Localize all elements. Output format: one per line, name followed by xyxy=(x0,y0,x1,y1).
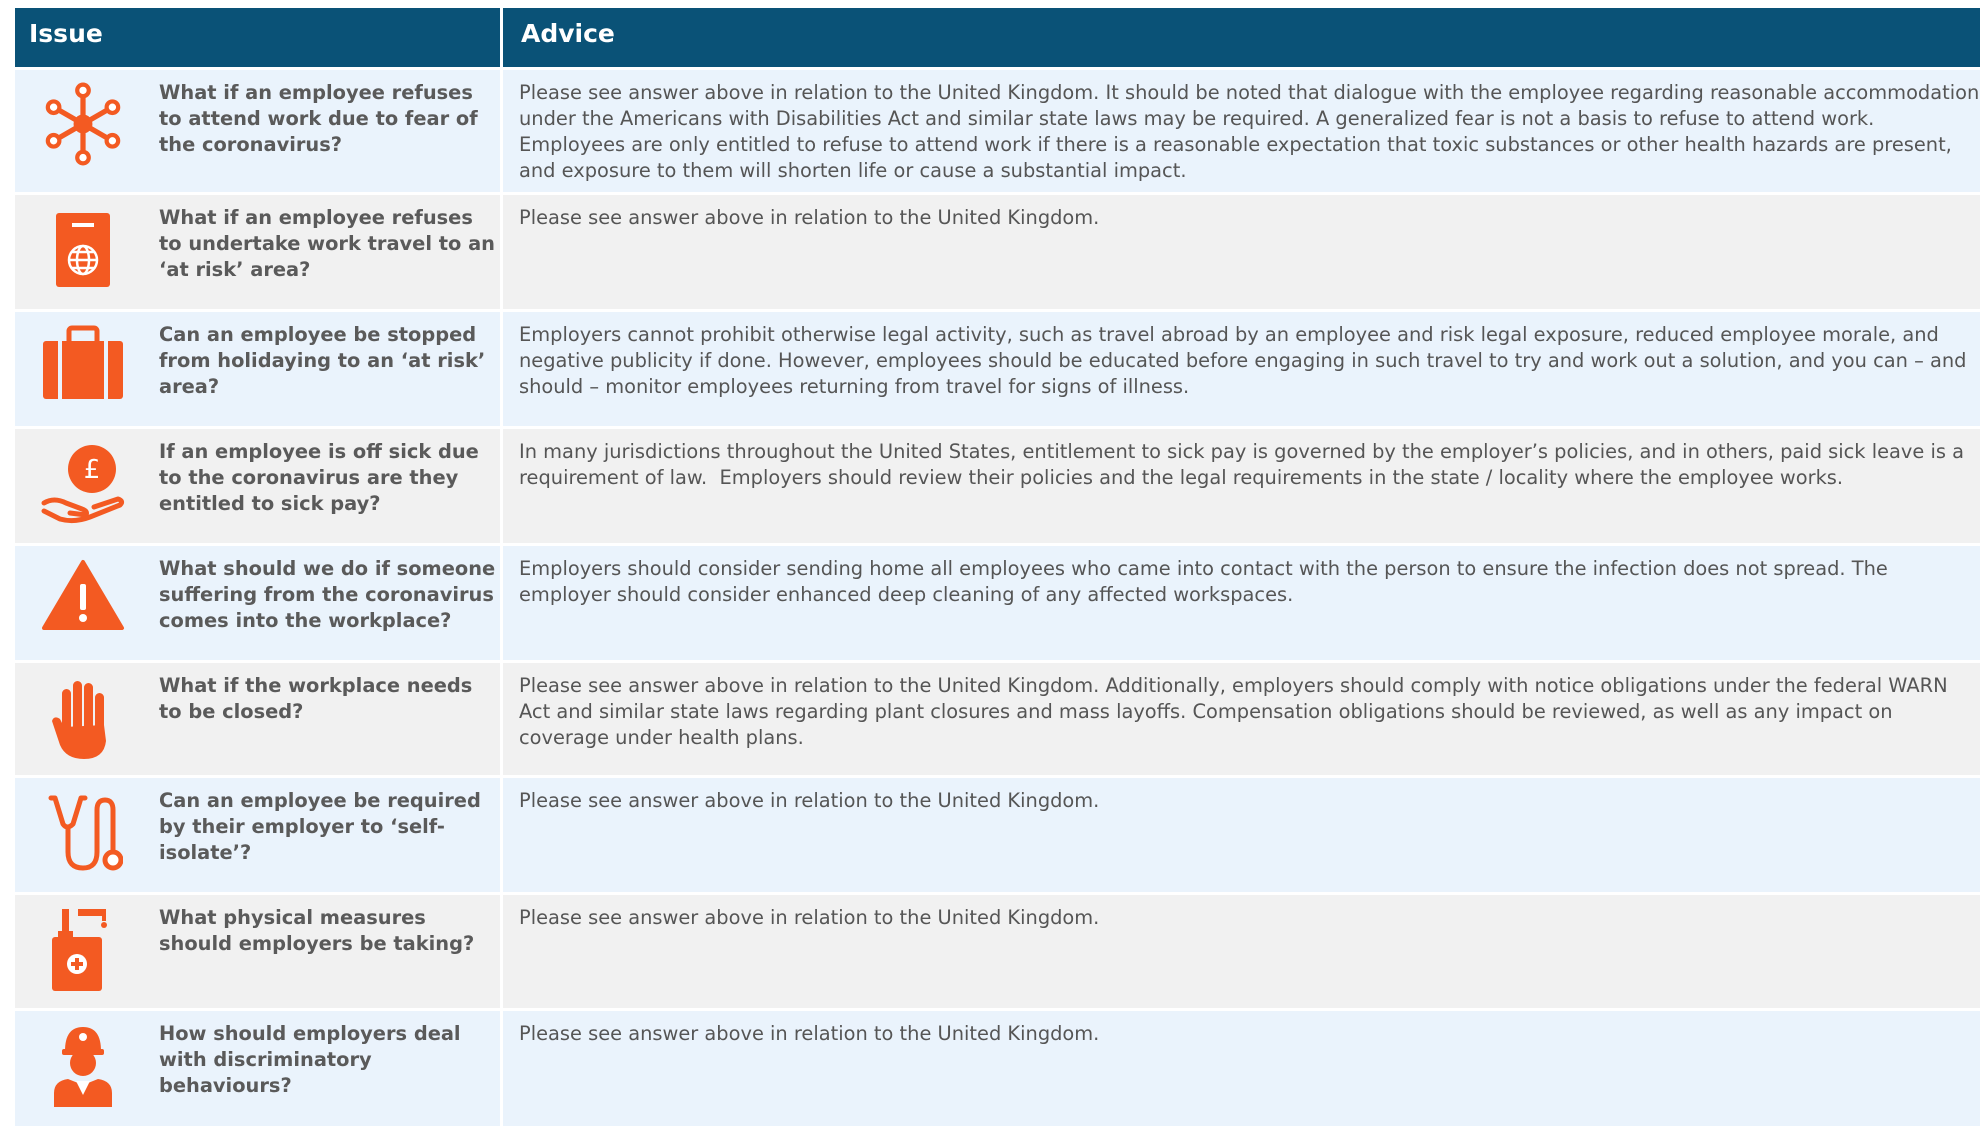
advice-answer: Please see answer above in relation to the United Kingdom. It should be noted that dialogue with the employee regarding reasonable accommodation under the Americans with Disabilities Act and similar state laws may be required. A generalized fear is not a basis to refuse to attend work. Employees are only entitled to refuse to attend work if there is a reasonable expectation that toxic substances or other health hazards are present, and exposure to them will shorten life or cause a substantial impact. xyxy=(519,81,1980,182)
virus-icon xyxy=(41,82,125,166)
hand-coin-icon xyxy=(40,441,126,525)
issue-icon-cell xyxy=(15,663,151,775)
svg-text:£: £ xyxy=(83,455,101,485)
advice-answer: Please see answer above in relation to the United Kingdom. xyxy=(519,906,1100,929)
table-header xyxy=(15,8,1980,67)
table-row xyxy=(15,309,1980,426)
advice-answer: Please see answer above in relation to the United Kingdom. xyxy=(519,206,1100,229)
advice-answer: Employers should consider sending home all employees who came into contact with the person to ensure the infection does not spread. The employer should consider enhanced deep cleaning of any affected workspaces. xyxy=(519,557,1894,606)
table-row xyxy=(15,67,1980,192)
table-row xyxy=(15,892,1980,1008)
issue-icon-cell xyxy=(15,778,151,892)
police-officer-icon xyxy=(48,1023,118,1107)
table-row xyxy=(15,660,1980,775)
advice-answer: Please see answer above in relation to the United Kingdom. Additionally, employers should comply with notice obligations under the federal WARN Act and similar state laws regarding plant closures and mass layoffs. Compensation obligations should be reviewed, as well as any impact on coverage under health plans. xyxy=(519,674,1954,749)
warning-icon xyxy=(41,558,125,632)
issue-question: Can an employee be required by their employer to ‘self-isolate’? xyxy=(151,778,503,892)
stethoscope-icon xyxy=(43,790,123,874)
issue-question: If an employee is off sick due to the coronavirus are they entitled to sick pay? xyxy=(151,429,503,543)
issue-icon-cell xyxy=(15,895,151,1008)
issue-question: Can an employee be stopped from holidaying to an ‘at risk’ area? xyxy=(151,312,503,426)
issue-icon-cell xyxy=(15,312,151,426)
advice-answer: Employers cannot prohibit otherwise legal activity, such as travel abroad by an employee and risk legal exposure, reduced employee morale, and negative publicity if done. However, employees should be educated before engaging in such travel to try and work out a solution, and you can – and should – monitor employees returning from travel for signs of illness. xyxy=(519,323,1973,398)
issue-icon-cell xyxy=(15,195,151,309)
table-row xyxy=(15,775,1980,892)
issue-question: What should we do if someone suffering from the coronavirus comes into the workplace? xyxy=(151,546,503,660)
table-row xyxy=(15,1008,1980,1126)
suitcase-icon xyxy=(40,324,126,402)
issue-question: What if the workplace needs to be closed? xyxy=(151,663,503,775)
sanitizer-icon xyxy=(48,907,118,993)
issue-question: What if an employee refuses to attend work due to fear of the coronavirus? xyxy=(151,70,503,192)
issue-question: What if an employee refuses to undertake work travel to an ‘at risk’ area? xyxy=(151,195,503,309)
advice-table xyxy=(15,8,1980,1126)
advice-answer: In many jurisdictions throughout the United States, entitlement to sick pay is governed by the employer’s policies, and in others, paid sick leave is a requirement of law. Employers should review their policies and the legal requirements in the state / locality where the employee works. xyxy=(519,440,1971,489)
passport-icon xyxy=(48,207,118,291)
issue-question: What physical measures should employers be taking? xyxy=(151,895,503,1008)
header-advice: Advice xyxy=(521,19,615,48)
header-issue: Issue xyxy=(15,8,503,67)
issue-icon-cell xyxy=(15,429,151,543)
issue-question: How should employers deal with discriminatory behaviours? xyxy=(151,1011,503,1126)
table-row xyxy=(15,426,1980,543)
issue-icon-cell xyxy=(15,70,151,192)
advice-answer: Please see answer above in relation to the United Kingdom. xyxy=(519,1022,1100,1045)
issue-icon-cell xyxy=(15,546,151,660)
stop-hand-icon xyxy=(48,675,118,763)
advice-answer: Please see answer above in relation to the United Kingdom. xyxy=(519,789,1100,812)
table-row xyxy=(15,543,1980,660)
issue-icon-cell xyxy=(15,1011,151,1126)
table-row xyxy=(15,192,1980,309)
